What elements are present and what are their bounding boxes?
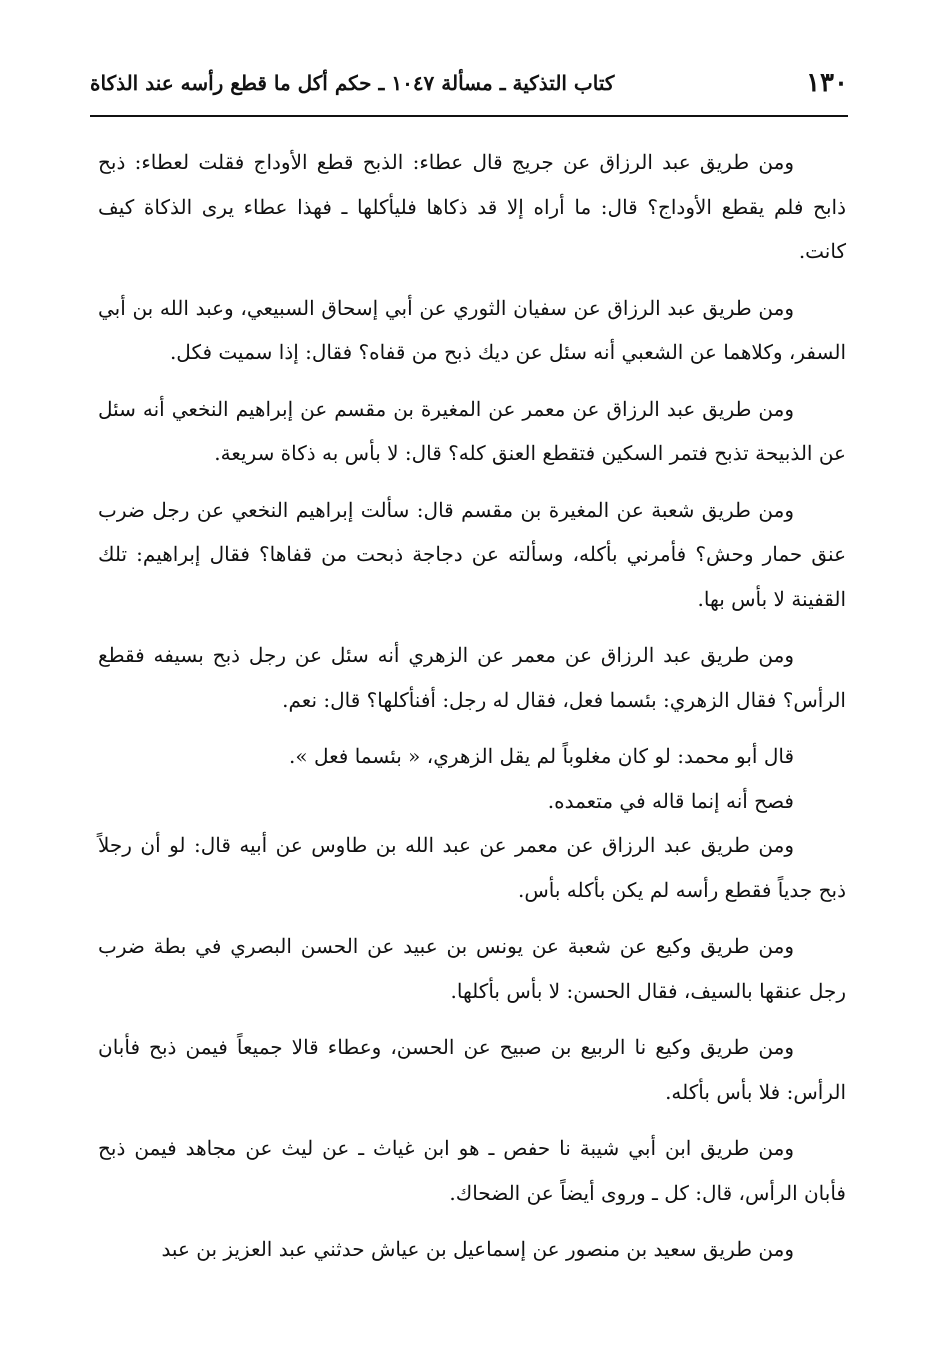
paragraph: ومن طريق سعيد بن منصور عن إسماعيل بن عياش حدثني عبد العزيز بن عبد [161,1237,794,1261]
paragraph: ومن طريق عبد الرزاق عن سفيان الثوري عن أبي إسحاق السبيعي، وعبد الله بن أبي السفر، وكلاهما عن الشعبي أنه سئل عن ديك ذبح من قفاه؟ فقال: إذا سميت فكل. [98,295,846,364]
page-number: ١٣٠ [806,68,848,98]
paragraph: ومن طريق شعبة عن المغيرة بن مقسم قال: سألت إبراهيم النخعي عن رجل ضرب عنق حمار وحش؟ فأمرني بأكله، وسألته عن دجاجة ذبحت من قفاها؟ فقال إبراهيم: تلك القفينة لا بأس بها. [98,497,846,611]
paragraph: ومن طريق عبد الرزاق عن معمر عن عبد الله بن طاوس عن أبيه قال: لو أن رجلاً ذبح جدياً فقطع رأسه لم يكن بأكله بأس. [98,833,846,902]
paragraph: ومن طريق عبد الرزاق عن معمر عن المغيرة بن مقسم عن إبراهيم النخعي أنه سئل عن الذبيحة تذبح فتمر السكين فتقطع العنق كله؟ قال: لا بأس به ذكاة سريعة. [98,396,846,465]
paragraph: ومن طريق ابن أبي شيبة نا حفص ـ هو ابن غياث ـ عن ليث عن مجاهد فيمن ذبح فأبان الرأس، قال: كل ـ وروى أيضاً عن الضحاك. [98,1136,846,1205]
paragraph: ومن طريق وكيع عن شعبة عن يونس بن عبيد عن الحسن البصري في بطة ضرب رجل عنقها بالسيف، فقال الحسن: لا بأس بأكلها. [98,934,846,1003]
page-header [90,58,848,108]
paragraph: ومن طريق عبد الرزاق عن معمر عن الزهري أنه سئل عن رجل ذبح بسيفه فقطع الرأس؟ فقال الزهري: بئسما فعل، فقال له رجل: أفنأكلها؟ قال: نعم. [98,643,846,712]
header-rule [90,115,848,117]
author-note: فصح أنه إنما قاله في متعمده. [547,788,794,813]
author-note: قال أبو محمد: لو كان مغلوباً لم يقل الزهري، « بئسما فعل ». [289,744,794,768]
running-title: كتاب التذكية ـ مسألة ١٠٤٧ ـ حكم أكل ما قطع رأسه عند الذكاة [90,71,615,95]
body-text [98,140,846,1272]
paragraph: ومن طريق وكيع نا الربيع بن صبيح عن الحسن، وعطاء قالا جميعاً فيمن ذبح فأبان الرأس: فلا بأس بأكله. [98,1035,846,1104]
paragraph: ومن طريق عبد الرزاق عن جريج قال عطاء: الذبح قطع الأوداج فقلت لعطاء: ذبح ذابح فلم يقطع الأوداج؟ قال: ما أراه إلا قد ذكاها فليأكلها ـ فهذا عطاء يرى الذكاة كيف كانت. [98,150,846,263]
